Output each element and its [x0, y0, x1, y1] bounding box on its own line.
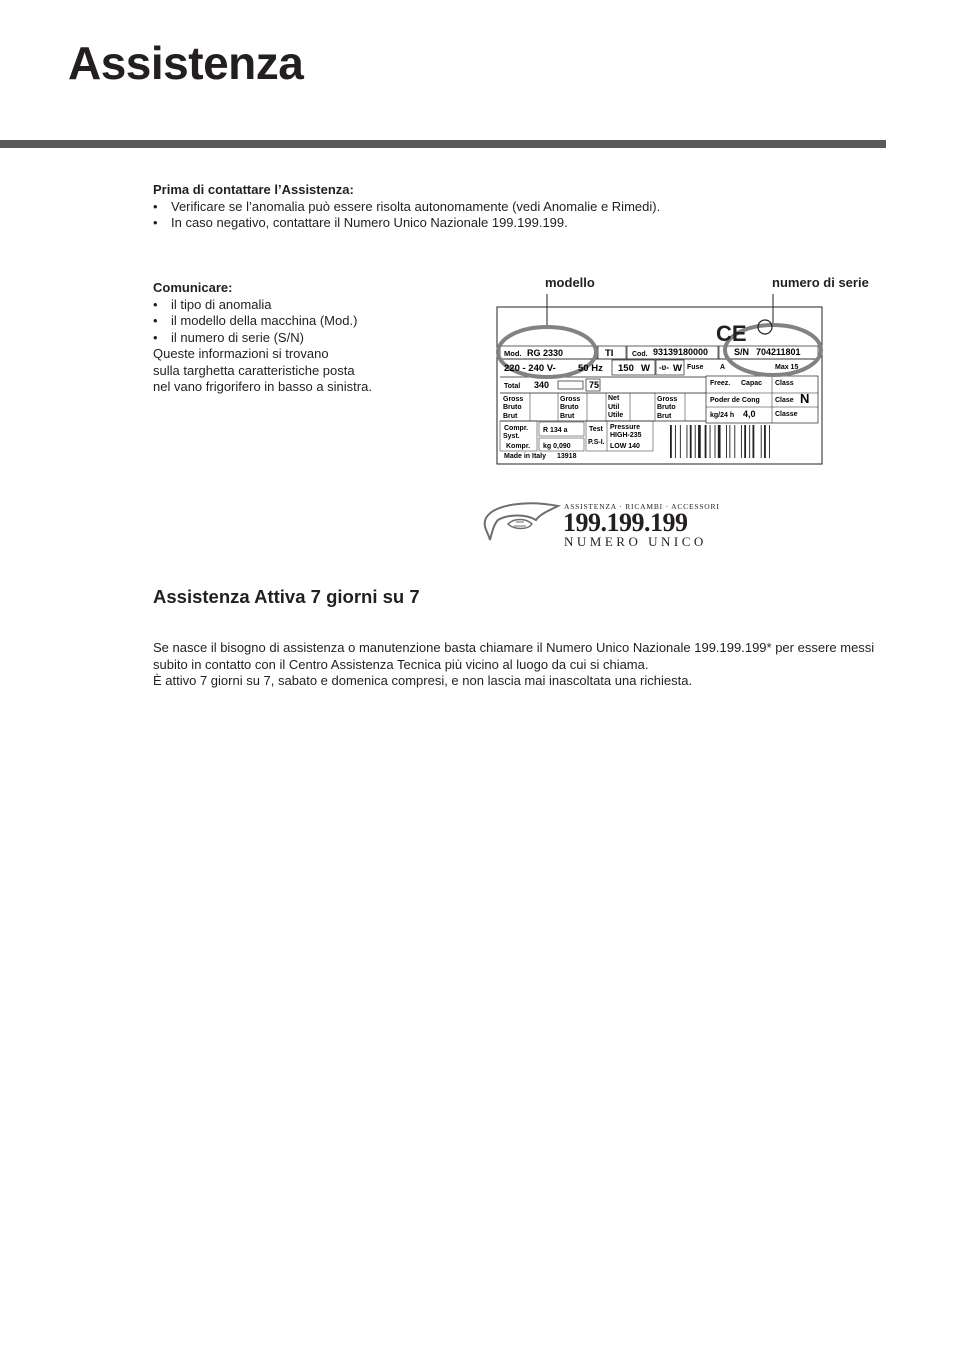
pressure-line: Pressure — [610, 424, 640, 431]
gross-2-line: Gross — [560, 396, 581, 403]
made-in-code: 13918 — [557, 453, 577, 460]
poder-label: Poder de Cong — [710, 397, 760, 404]
mod-label: Mod. — [504, 349, 522, 358]
gross-3-line: Brut — [657, 413, 672, 420]
communicate-note-line: sulla targhetta caratteristiche posta — [153, 362, 355, 378]
header-divider — [0, 140, 886, 148]
list-item: • il modello della macchina (Mod.) — [153, 313, 473, 330]
before-contact-list — [153, 199, 853, 232]
kg24-label: kg/24 h — [710, 412, 735, 419]
logo-subtitle: NUMERO UNICO — [564, 534, 707, 549]
amp-label: A — [720, 364, 726, 371]
kg24-value: 4,0 — [743, 409, 756, 419]
list-item: • il tipo di anomalia — [153, 297, 473, 314]
ce-mark: CE — [716, 321, 747, 346]
power-unit: W — [641, 363, 650, 374]
callout-model: modello — [545, 275, 595, 290]
net-line: Utile — [608, 412, 624, 419]
class-value: N — [800, 391, 810, 406]
sn-label: S/N — [734, 347, 750, 357]
compr-line: Compr. — [504, 425, 529, 432]
logo-tagline: ASSISTENZA · RICAMBI · ACCESSORI — [564, 502, 720, 511]
compr-line: Syst. — [503, 433, 520, 440]
psi-label: P.S-I. — [588, 439, 605, 446]
gross-1-line: Brut — [503, 413, 518, 420]
communicate-heading: Comunicare: — [153, 280, 233, 295]
list-item: • Verificare se l’anomalia può essere risolta autonomamente (vedi Anomalie e Rimedi). — [153, 199, 853, 216]
ti-code: TI — [605, 348, 614, 359]
pressure-line: LOW 140 — [610, 443, 640, 450]
freez-label: Freez. — [710, 380, 731, 387]
gross-2-line: Bruto — [560, 404, 579, 411]
page-title: Assistenza — [68, 37, 304, 89]
phone-handset-icon — [480, 496, 562, 552]
classe-label: Classe — [775, 411, 798, 418]
gross-3-line: Gross — [657, 396, 678, 403]
total-value: 340 — [534, 380, 550, 390]
compr-line: Kompr. — [506, 443, 531, 450]
before-contact-section — [153, 182, 853, 232]
net-line: Util — [608, 404, 620, 411]
fuse-label: Fuse — [687, 364, 704, 371]
cod-value: 93139180000 — [653, 347, 709, 357]
test-label: Test — [589, 426, 603, 433]
class-label: Class — [775, 380, 794, 387]
capac-label: Capac — [741, 380, 763, 387]
net-line: Net — [608, 395, 620, 402]
service-logo — [480, 496, 730, 552]
communicate-note-line: Queste informazioni si trovano — [153, 346, 329, 361]
paragraph-line: È attivo 7 giorni su 7, sabato e domenica compresi, e non lascia mai inascoltata una richiesta. — [153, 673, 693, 688]
rating-plate — [490, 290, 830, 470]
active-assistance-text — [153, 640, 893, 690]
total-label: Total — [504, 383, 521, 390]
lamp-symbol: -ʋ- — [659, 363, 669, 372]
gross-1-line: Bruto — [503, 404, 522, 411]
refrigerant: R 134 a — [543, 427, 568, 434]
max-label: Max 15 — [775, 364, 799, 371]
list-item: • il numero di serie (S/N) — [153, 330, 473, 347]
paragraph-line: Se nasce il bisogno di assistenza o manutenzione basta chiamare il Numero Unico Nazionale 199.199.199* per essere messi subito in contatto con il Centro Assistenza Tecnica più vicino al luogo da cui si chiama. — [153, 640, 875, 672]
power-value: 150 — [618, 363, 634, 374]
pressure-line: HIGH-235 — [610, 432, 642, 439]
stars-value: 75 — [589, 380, 600, 390]
gross-1-line: Gross — [503, 396, 524, 403]
mod-value: RG 2330 — [527, 348, 564, 358]
sn-value: 704211801 — [756, 347, 801, 357]
active-assistance-heading: Assistenza Attiva 7 giorni su 7 — [153, 586, 420, 607]
callout-serial: numero di serie — [772, 275, 869, 290]
communicate-section — [153, 280, 473, 396]
before-contact-heading: Prima di contattare l’Assistenza: — [153, 182, 354, 197]
frequency: 50 Hz — [578, 363, 603, 374]
cod-label: Cod. — [632, 351, 648, 358]
clase-label: Clase — [775, 397, 794, 404]
gross-3-line: Bruto — [657, 404, 676, 411]
lamp-unit: W — [673, 363, 682, 374]
voltage: 220 - 240 V- — [504, 363, 556, 374]
communicate-note-line: nel vano frigorifero in basso a sinistra. — [153, 379, 372, 394]
made-in-label: Made in Italy — [504, 453, 547, 460]
refrigerant-charge: kg 0,090 — [543, 443, 571, 450]
barcode — [670, 425, 770, 458]
gross-2-line: Brut — [560, 413, 575, 420]
list-item: • In caso negativo, contattare il Numero Unico Nazionale 199.199.199. — [153, 215, 853, 232]
communicate-list — [153, 297, 473, 347]
logo-number: 199.199.199 — [563, 508, 688, 537]
